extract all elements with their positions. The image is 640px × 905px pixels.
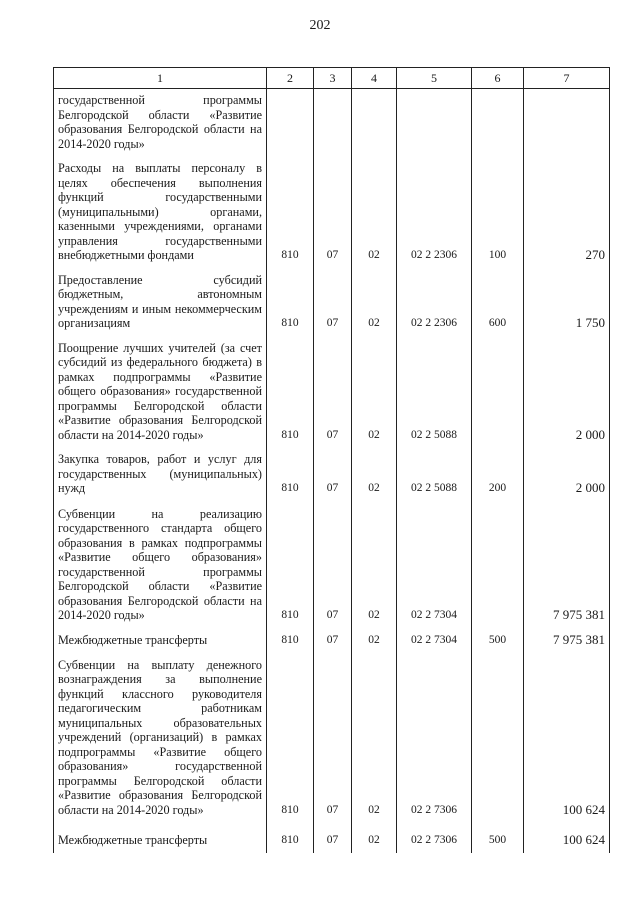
- cell-amount: 1 750: [524, 269, 610, 337]
- cell-target-article-code: 02 2 5088: [397, 448, 472, 502]
- cell-expense-type-code: 600: [472, 269, 524, 337]
- row-description: Субвенции на выплату денежного вознаграждения за выполнение функций классного руководителя педагогическим работникам муниципальных образовательных учреждений (организаций) в рамках подпрограммы «Развитие общего образования» государственной программы Белгородской области «Развитие образования Белгородской области на 2014-2020 годы»: [54, 653, 267, 823]
- cell-chapter-code: 810: [267, 502, 314, 629]
- table-row: [54, 653, 610, 823]
- cell-amount: 100 624: [524, 653, 610, 823]
- cell-amount: 7 975 381: [524, 502, 610, 629]
- cell-expense-type-code: [472, 653, 524, 823]
- table-row: [54, 502, 610, 629]
- cell-subsection-code: 02: [352, 653, 397, 823]
- cell-chapter-code: 810: [267, 629, 314, 654]
- table-header-row: [54, 68, 610, 89]
- cell-expense-type-code: 100: [472, 157, 524, 269]
- budget-table: [53, 67, 610, 853]
- cell-amount: 7 975 381: [524, 629, 610, 654]
- cell-subsection-code: 02: [352, 337, 397, 449]
- cell-subsection-code: 02: [352, 629, 397, 654]
- cell-section-code: 07: [314, 337, 352, 449]
- cell-expense-type-code: 500: [472, 629, 524, 654]
- cell-target-article-code: 02 2 7306: [397, 653, 472, 823]
- column-header: 7: [524, 68, 610, 89]
- cell-target-article-code: 02 2 7304: [397, 502, 472, 629]
- cell-section-code: 07: [314, 157, 352, 269]
- cell-subsection-code: 02: [352, 157, 397, 269]
- cell-expense-type-code: 200: [472, 448, 524, 502]
- cell-chapter-code: 810: [267, 337, 314, 449]
- cell-section-code: 07: [314, 653, 352, 823]
- cell-amount: 100 624: [524, 823, 610, 853]
- cell-amount: 270: [524, 157, 610, 269]
- table-row: [54, 157, 610, 269]
- row-description: Предоставление субсидий бюджетным, автономным учреждениям и иным некоммерческим организациям: [54, 269, 267, 337]
- table-row: [54, 337, 610, 449]
- cell-chapter-code: 810: [267, 653, 314, 823]
- row-description: Закупка товаров, работ и услуг для государственных (муниципальных) нужд: [54, 448, 267, 502]
- table-row: [54, 269, 610, 337]
- row-description: Поощрение лучших учителей (за счет субсидий из федерального бюджета) в рамках подпрограммы «Развитие общего образования» государственной программы Белгородской области «Развитие образования Белгородской области на 2014-2020 годы»: [54, 337, 267, 449]
- cell-subsection-code: 02: [352, 823, 397, 853]
- cell-target-article-code: 02 2 2306: [397, 269, 472, 337]
- column-header: 6: [472, 68, 524, 89]
- cell-section-code: 07: [314, 448, 352, 502]
- cell-subsection-code: 02: [352, 269, 397, 337]
- cell-expense-type-code: 500: [472, 823, 524, 853]
- row-description: государственной программы Белгородской области «Развитие образования Белгородской области на 2014-2020 годы»: [54, 89, 267, 158]
- cell-expense-type-code: [472, 337, 524, 449]
- table-row: [54, 823, 610, 853]
- column-header: 1: [54, 68, 267, 89]
- cell-section-code: 07: [314, 823, 352, 853]
- cell-chapter-code: [267, 89, 314, 158]
- cell-target-article-code: 02 2 7306: [397, 823, 472, 853]
- cell-chapter-code: 810: [267, 269, 314, 337]
- cell-amount: 2 000: [524, 448, 610, 502]
- row-description: Межбюджетные трансферты: [54, 629, 267, 654]
- row-description: Расходы на выплаты персоналу в целях обеспечения выполнения функций государственными (муниципальными) органами, казенными учреждениями, органами управления государственными внебюджетными фондами: [54, 157, 267, 269]
- cell-chapter-code: 810: [267, 823, 314, 853]
- column-header: 2: [267, 68, 314, 89]
- cell-section-code: 07: [314, 629, 352, 654]
- cell-target-article-code: 02 2 5088: [397, 337, 472, 449]
- cell-chapter-code: 810: [267, 157, 314, 269]
- cell-amount: [524, 89, 610, 158]
- column-header: 5: [397, 68, 472, 89]
- table-row: [54, 89, 610, 158]
- cell-section-code: 07: [314, 269, 352, 337]
- cell-target-article-code: [397, 89, 472, 158]
- table-row: [54, 629, 610, 654]
- cell-section-code: 07: [314, 502, 352, 629]
- column-header: 3: [314, 68, 352, 89]
- table-row: [54, 448, 610, 502]
- cell-target-article-code: 02 2 2306: [397, 157, 472, 269]
- cell-amount: 2 000: [524, 337, 610, 449]
- cell-section-code: [314, 89, 352, 158]
- cell-expense-type-code: [472, 89, 524, 158]
- row-description: Межбюджетные трансферты: [54, 823, 267, 853]
- row-description: Субвенции на реализацию государственного стандарта общего образования в рамках подпрограммы «Развитие общего образования» государственной программы Белгородской области «Развитие образования Белгородской области на 2014-2020 годы»: [54, 502, 267, 629]
- page-number: 202: [309, 18, 331, 33]
- column-header: 4: [352, 68, 397, 89]
- cell-target-article-code: 02 2 7304: [397, 629, 472, 654]
- cell-expense-type-code: [472, 502, 524, 629]
- cell-chapter-code: 810: [267, 448, 314, 502]
- cell-subsection-code: 02: [352, 502, 397, 629]
- cell-subsection-code: [352, 89, 397, 158]
- cell-subsection-code: 02: [352, 448, 397, 502]
